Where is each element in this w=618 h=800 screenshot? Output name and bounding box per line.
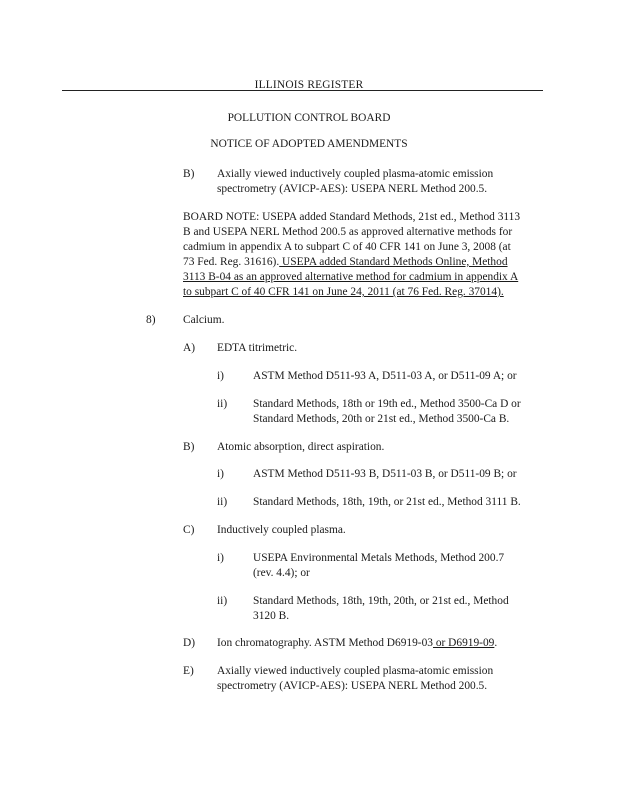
header-rule xyxy=(62,90,543,91)
subitem-label-b-ii: ii) xyxy=(217,496,228,508)
subitem-label-c-i: i) xyxy=(217,552,224,564)
item-text-d-end: . xyxy=(494,637,498,649)
notice-title: NOTICE OF ADOPTED AMENDMENTS xyxy=(210,138,408,150)
item-title-c: Inductively coupled plasma. xyxy=(217,524,346,536)
board-note-line4-added: USEPA added Standard Methods Online, Method xyxy=(279,256,508,268)
subitem-text-b-i: ASTM Method D511-93 B, D511-03 B, or D511-09 B; or xyxy=(253,468,517,480)
board-note-line4 xyxy=(183,255,508,270)
board-note-line2: B and USEPA NERL Method 200.5 as approved alternative methods for xyxy=(183,226,513,238)
subitem-text-c-ii-line2: 3120 B. xyxy=(253,610,290,622)
register-title: ILLINOIS REGISTER xyxy=(254,79,364,91)
item-label-c: C) xyxy=(183,524,195,536)
subitem-text-a-ii-line1: Standard Methods, 18th or 19th ed., Method 3500-Ca D or xyxy=(253,398,521,410)
board-note-line6 xyxy=(183,285,504,300)
board-note-line5 xyxy=(183,270,518,285)
item-text-d-plain: Ion chromatography. ASTM Method D6919-03 xyxy=(217,637,433,649)
subitem-label-c-ii: ii) xyxy=(217,595,228,607)
board-note-line3: cadmium in appendix A to subpart C of 40 CFR 141 on June 3, 2008 (at xyxy=(183,241,511,253)
item-text-d-added: or D6919-09 xyxy=(432,637,495,649)
item-label-a: A) xyxy=(183,342,196,354)
item-label-d: D) xyxy=(183,637,196,649)
subitem-text-b-ii: Standard Methods, 18th, 19th, or 21st ed., Method 3111 B. xyxy=(253,496,521,508)
board-note-line4-plain: 73 Fed. Reg. 31616). xyxy=(183,256,280,268)
subitem-label-a-ii: ii) xyxy=(217,398,228,410)
board-note-line6-added: to subpart C of 40 CFR 141 on June 24, 2011 (at 76 Fed. Reg. 37014). xyxy=(183,286,504,298)
board-note-line5-added: 3113 B-04 as an approved alternative method for cadmium in appendix A xyxy=(183,271,519,283)
item-text-e-line2: spectrometry (AVICP-AES): USEPA NERL Method 200.5. xyxy=(217,680,488,692)
subitem-text-c-i-line2: (rev. 4.4); or xyxy=(253,567,310,579)
item-title-a: EDTA titrimetric. xyxy=(217,342,298,354)
item-text-b-prev-line2: spectrometry (AVICP-AES): USEPA NERL Method 200.5. xyxy=(217,183,488,195)
subitem-label-a-i: i) xyxy=(217,370,224,382)
subitem-text-a-i: ASTM Method D511-93 A, D511-03 A, or D511-09 A; or xyxy=(253,370,517,382)
item-label-e: E) xyxy=(183,665,194,677)
item-title-b: Atomic absorption, direct aspiration. xyxy=(217,441,385,453)
section-title-calcium: Calcium. xyxy=(183,314,225,326)
item-text-e-line1: Axially viewed inductively coupled plasma-atomic emission xyxy=(217,665,494,677)
item-label-b-prev: B) xyxy=(183,168,195,180)
subitem-label-b-i: i) xyxy=(217,468,224,480)
board-note-line1: BOARD NOTE: USEPA added Standard Methods, 21st ed., Method 3113 xyxy=(183,211,521,223)
subitem-text-c-ii-line1: Standard Methods, 18th, 19th, 20th, or 21st ed., Method xyxy=(253,595,509,607)
subitem-text-c-i-line1: USEPA Environmental Metals Methods, Method 200.7 xyxy=(253,552,505,564)
subitem-text-a-ii-line2: Standard Methods, 20th or 21st ed., Method 3500-Ca B. xyxy=(253,413,510,425)
agency-name: POLLUTION CONTROL BOARD xyxy=(227,112,391,124)
item-label-b: B) xyxy=(183,441,195,453)
item-text-b-prev-line1: Axially viewed inductively coupled plasma-atomic emission xyxy=(217,168,494,180)
section-label-8: 8) xyxy=(146,314,156,326)
item-text-d xyxy=(217,636,497,651)
